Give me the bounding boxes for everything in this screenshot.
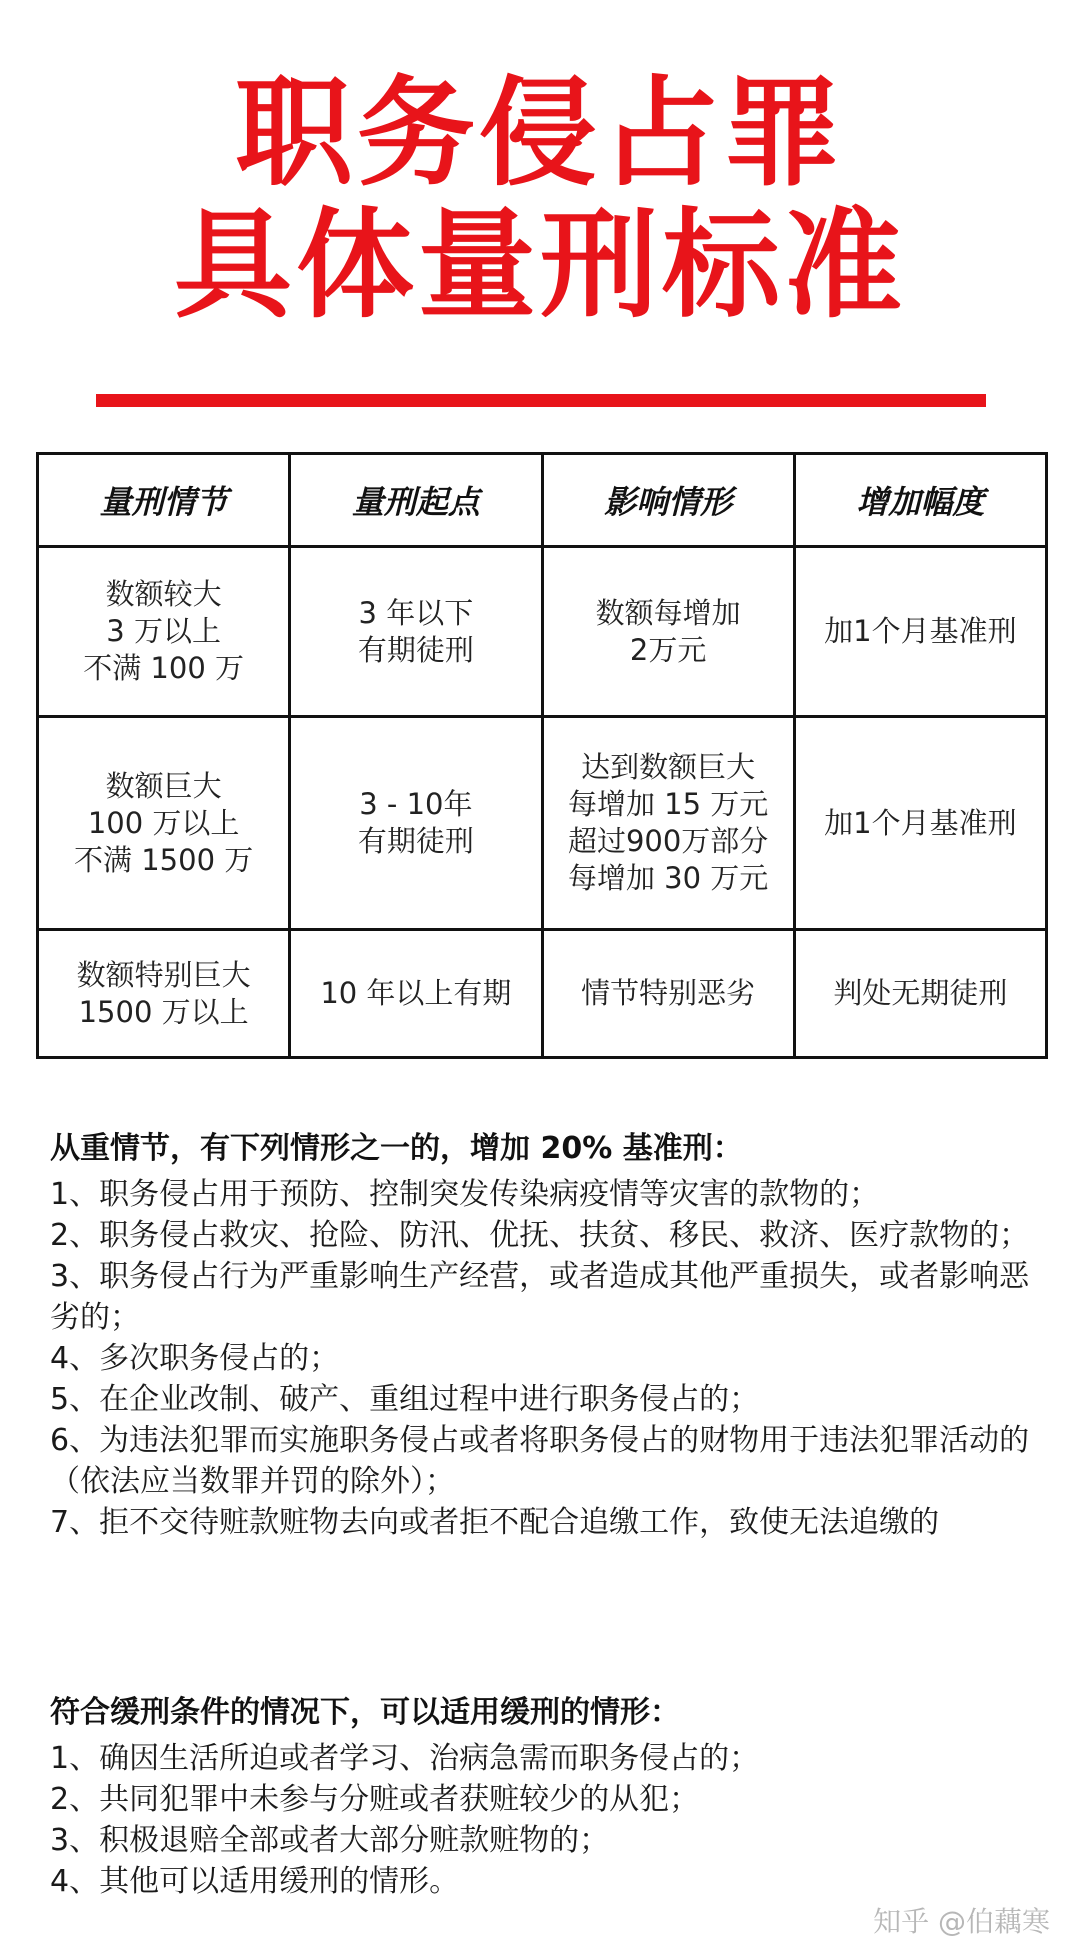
list-item: 2、职务侵占救灾、抢险、防汛、优抚、扶贫、移民、救济、医疗款物的； [50,1218,1030,1253]
sentencing-table [36,452,1048,1059]
cell-circumstance: 数额巨大 100 万以上 不满 1500 万 [38,717,290,930]
list-item: 6、为违法犯罪而实施职务侵占或者将职务侵占的财物用于违法犯罪活动的（依法应当数罪并罚的除外）； [50,1423,1030,1499]
probation-title: 符合缓刑条件的情况下，可以适用缓刑的情形： [50,1695,680,1730]
list-item: 2、共同犯罪中未参与分赃或者获赃较少的从犯； [50,1782,700,1817]
aggravating-circumstances-section [50,1126,1040,1543]
cell-increase: 判处无期徒刑 [794,930,1046,1058]
table-row [38,717,1047,930]
table-row [38,930,1047,1058]
header-starting-point: 量刑起点 [290,454,542,547]
cell-increase: 加1个月基准刑 [794,547,1046,717]
page-title-line-2: 具体量刑标准 [173,196,906,334]
list-item: 3、积极退赔全部或者大部分赃款赃物的； [50,1823,610,1858]
cell-starting-point: 3 - 10年 有期徒刑 [290,717,542,930]
cell-increase: 加1个月基准刑 [794,717,1046,930]
list-item: 7、拒不交待赃款赃物去向或者拒不配合追缴工作，致使无法追缴的 [50,1505,940,1540]
list-item: 1、确因生活所迫或者学习、治病急需而职务侵占的； [50,1741,760,1776]
list-item: 3、职务侵占行为严重影响生产经营，或者造成其他严重损失，或者影响恶劣的； [50,1259,1030,1335]
header-increase: 增加幅度 [794,454,1046,547]
cell-circumstance: 数额较大 3 万以上 不满 100 万 [38,547,290,717]
cell-starting-point: 3 年以下 有期徒刑 [290,547,542,717]
list-item: 1、职务侵占用于预防、控制突发传染病疫情等灾害的款物的； [50,1177,880,1212]
list-item: 4、其他可以适用缓刑的情形。 [50,1864,460,1899]
table-header-row [38,454,1047,547]
header-circumstance: 量刑情节 [38,454,290,547]
cell-circumstance: 数额特别巨大 1500 万以上 [38,930,290,1058]
cell-influence: 情节特别恶劣 [542,930,794,1058]
cell-starting-point: 10 年以上有期 [290,930,542,1058]
watermark: 知乎 @伯藕寒 [873,1905,1050,1938]
title-divider [96,394,986,407]
page-title-line-1: 职务侵占罪 [234,64,845,202]
cell-influence: 数额每增加 2万元 [542,547,794,717]
header-influence: 影响情形 [542,454,794,547]
list-item: 5、在企业改制、破产、重组过程中进行职务侵占的； [50,1382,760,1417]
cell-influence: 达到数额巨大 每增加 15 万元 超过900万部分 每增加 30 万元 [542,717,794,930]
probation-section [50,1690,1040,1902]
list-item: 4、多次职务侵占的； [50,1341,340,1376]
table-row [38,547,1047,717]
aggravating-title: 从重情节，有下列情形之一的，增加 20% 基准刑： [50,1131,743,1166]
